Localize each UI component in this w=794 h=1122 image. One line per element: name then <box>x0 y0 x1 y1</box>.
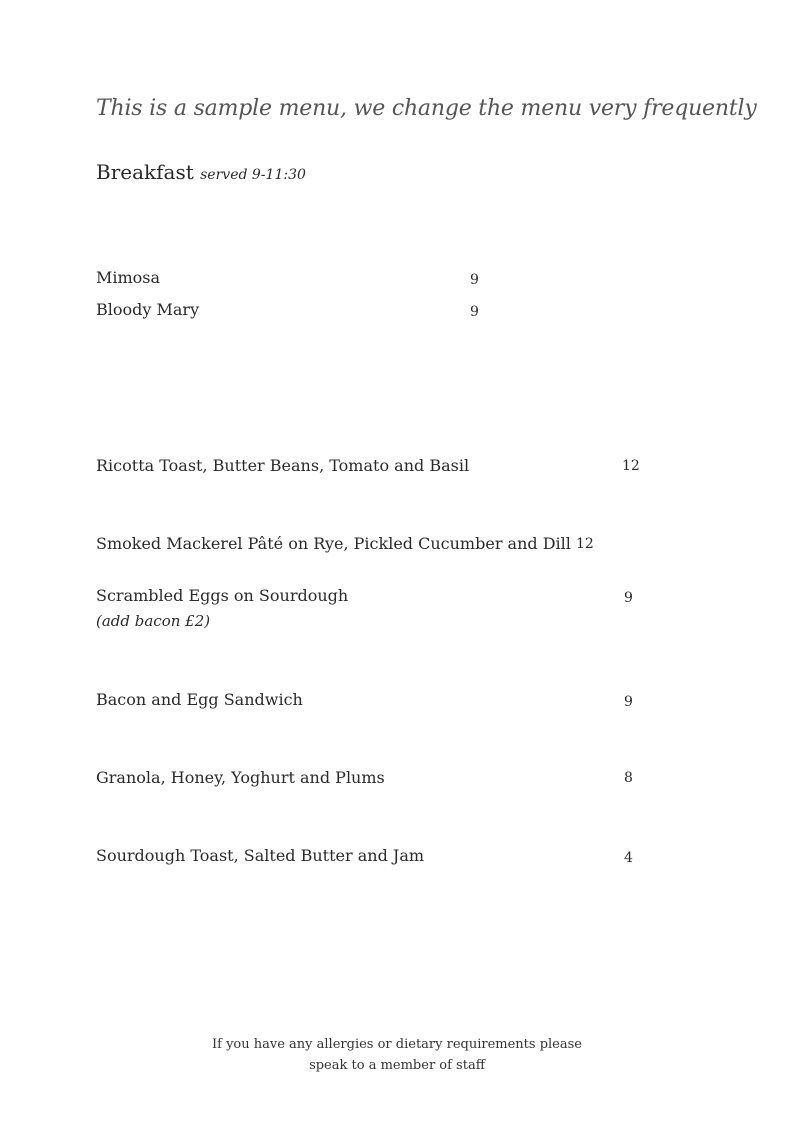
menu-intro: This is a sample menu, we change the menu very frequently <box>96 96 757 121</box>
menu-item-name: Ricotta Toast, Butter Beans, Tomato and Basil <box>96 456 470 475</box>
menu-item-name: Granola, Honey, Yoghurt and Plums <box>96 768 385 787</box>
drink-name: Mimosa <box>96 268 161 287</box>
menu-item-price: 8 <box>624 770 633 786</box>
drink-name: Bloody Mary <box>96 300 200 319</box>
section-heading <box>96 160 306 184</box>
menu-item-price: 12 <box>576 536 594 552</box>
menu-item-price: 9 <box>624 694 633 710</box>
allergy-notice <box>0 1034 794 1076</box>
section-subtitle: served 9-11:30 <box>200 167 306 183</box>
menu-item-name: Bacon and Egg Sandwich <box>96 690 303 709</box>
menu-item-price: 12 <box>622 458 640 474</box>
menu-item-name: Smoked Mackerel Pâté on Rye, Pickled Cucumber and Dill <box>96 534 571 553</box>
drink-price: 9 <box>470 272 479 288</box>
allergy-notice-line: speak to a member of staff <box>309 1058 485 1073</box>
menu-item-name: Sourdough Toast, Salted Butter and Jam <box>96 846 425 865</box>
menu-item-name: Scrambled Eggs on Sourdough <box>96 586 349 605</box>
menu-item-price: 9 <box>624 590 633 606</box>
menu-item-price: 4 <box>624 850 633 866</box>
menu-item-note: (add bacon £2) <box>96 612 211 630</box>
drink-price: 9 <box>470 304 479 320</box>
allergy-notice-line: If you have any allergies or dietary requirements please <box>212 1037 582 1052</box>
section-title: Breakfast <box>96 160 194 184</box>
